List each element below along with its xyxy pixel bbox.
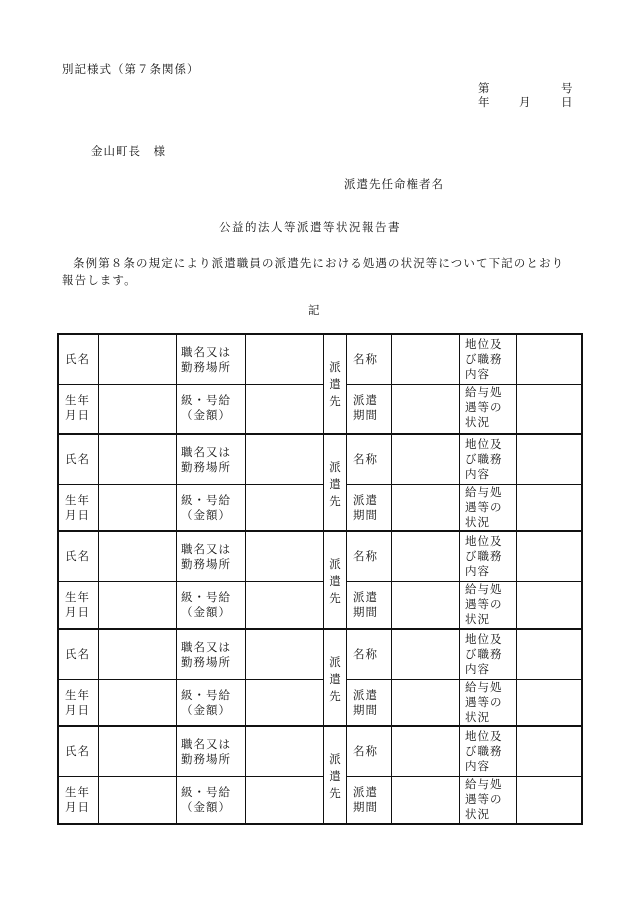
grade-label-line2: （金額）: [181, 800, 231, 815]
period-label-line1: 派遣: [353, 393, 378, 407]
org-name-value[interactable]: [394, 729, 456, 773]
name-label: 氏名: [65, 352, 90, 366]
birth-label-line2: 月日: [65, 408, 90, 422]
document-title: 公益的法人等派遣等状況報告書: [219, 220, 401, 234]
grade-label-line2: （金額）: [181, 702, 231, 717]
treatment-label-line3: 状況: [465, 514, 490, 529]
grade-label-line1: 級・号給: [181, 687, 231, 702]
date-month-label: 月: [519, 95, 531, 109]
job-value[interactable]: [248, 729, 320, 773]
treatment-value[interactable]: [519, 487, 579, 531]
period-value[interactable]: [394, 487, 456, 531]
org-name-label: 名称: [353, 549, 378, 564]
period-value[interactable]: [394, 584, 456, 628]
name-label: 氏名: [65, 646, 90, 661]
dest-label-2: 遣: [329, 671, 341, 686]
birth-label-line2: 月日: [65, 702, 90, 717]
treatment-value[interactable]: [519, 387, 579, 431]
period-value[interactable]: [394, 779, 456, 823]
birth-value[interactable]: [101, 387, 173, 431]
dest-label-2: 遣: [329, 377, 341, 391]
name-value[interactable]: [101, 632, 173, 676]
sender-name-label: 派遣先任命権者名: [344, 177, 444, 191]
position-value[interactable]: [519, 729, 579, 773]
dest-label-1: 派: [329, 557, 341, 572]
dest-label-1: 派: [329, 654, 341, 669]
dest-label-3: 先: [329, 688, 341, 703]
job-value[interactable]: [248, 337, 320, 381]
grade-value[interactable]: [248, 487, 320, 531]
org-name-label: 名称: [353, 352, 378, 366]
name-value[interactable]: [101, 729, 173, 773]
birth-label-line1: 生年: [65, 393, 90, 407]
position-label-line3: 内容: [465, 564, 490, 579]
period-label-line2: 期間: [353, 702, 378, 717]
position-label-line2: び職務: [465, 451, 503, 466]
position-value[interactable]: [519, 534, 579, 578]
birth-value[interactable]: [101, 584, 173, 628]
dest-label-2: 遣: [329, 769, 341, 784]
job-label-line2: 勤務場所: [181, 654, 231, 669]
position-value[interactable]: [519, 337, 579, 381]
dest-label-2: 遣: [329, 574, 341, 589]
dest-label-1: 派: [329, 360, 341, 374]
dest-label-3: 先: [329, 591, 341, 606]
birth-label-line1: 生年: [65, 687, 90, 702]
org-name-value[interactable]: [394, 534, 456, 578]
period-label-line1: 派遣: [353, 590, 378, 605]
treatment-label-line2: 遇等の: [465, 597, 503, 612]
grade-label-line1: 級・号給: [181, 590, 231, 605]
treatment-label-line3: 状況: [465, 415, 490, 429]
report-record: [59, 628, 581, 726]
treatment-label-line2: 遇等の: [465, 499, 503, 514]
treatment-label-line2: 遇等の: [465, 792, 503, 807]
position-label-line1: 地位及: [465, 729, 503, 744]
grade-label-line1: 級・号給: [181, 393, 231, 407]
report-table: [57, 333, 583, 825]
position-label-line2: び職務: [465, 744, 503, 759]
name-label: 氏名: [65, 744, 90, 759]
position-label-line3: 内容: [465, 367, 490, 381]
treatment-value[interactable]: [519, 682, 579, 726]
body-text: 条例第８条の規定により派遣職員の派遣先における処遇の状況等について下記のとおり報告します。: [62, 256, 565, 287]
treatment-label-line2: 遇等の: [465, 400, 503, 414]
job-label-line1: 職名又は: [181, 444, 231, 459]
position-label-line1: 地位及: [465, 337, 503, 351]
position-label-line2: び職務: [465, 352, 503, 366]
treatment-value[interactable]: [519, 584, 579, 628]
treatment-label-line2: 遇等の: [465, 694, 503, 709]
birth-label-line1: 生年: [65, 590, 90, 605]
job-label-line1: 職名又は: [181, 542, 231, 557]
treatment-label-line3: 状況: [465, 807, 490, 822]
position-label-line2: び職務: [465, 549, 503, 564]
grade-value[interactable]: [248, 682, 320, 726]
dest-label-1: 派: [329, 459, 341, 474]
report-record: [59, 725, 581, 823]
addressee: 金山町長 様: [91, 144, 166, 158]
grade-value[interactable]: [248, 387, 320, 431]
position-label-line3: 内容: [465, 466, 490, 481]
period-value[interactable]: [394, 387, 456, 431]
treatment-label-line1: 給与処: [465, 385, 503, 399]
treatment-label-line3: 状況: [465, 709, 490, 724]
birth-value[interactable]: [101, 487, 173, 531]
birth-label-line1: 生年: [65, 785, 90, 800]
date-year-label: 年: [478, 95, 490, 109]
treatment-label-line1: 給与処: [465, 582, 503, 597]
grade-label-line2: （金額）: [181, 408, 231, 422]
document-number-label: 第: [478, 81, 490, 95]
period-label-line2: 期間: [353, 800, 378, 815]
period-label-line2: 期間: [353, 408, 378, 422]
job-label-line2: 勤務場所: [181, 360, 231, 374]
period-label-line2: 期間: [353, 507, 378, 522]
report-record: [59, 335, 581, 433]
job-label-line2: 勤務場所: [181, 557, 231, 572]
grade-label-line2: （金額）: [181, 507, 231, 522]
dest-label-2: 遣: [329, 476, 341, 491]
position-label-line1: 地位及: [465, 534, 503, 549]
name-value[interactable]: [101, 437, 173, 481]
position-label-line3: 内容: [465, 759, 490, 774]
org-name-value[interactable]: [394, 437, 456, 481]
org-name-label: 名称: [353, 646, 378, 661]
position-label-line2: び職務: [465, 646, 503, 661]
birth-label-line2: 月日: [65, 507, 90, 522]
name-value[interactable]: [101, 337, 173, 381]
job-label-line2: 勤務場所: [181, 459, 231, 474]
dest-label-3: 先: [329, 493, 341, 508]
treatment-label-line1: 給与処: [465, 484, 503, 499]
position-value[interactable]: [519, 437, 579, 481]
org-name-value[interactable]: [394, 632, 456, 676]
grade-label-line1: 級・号給: [181, 492, 231, 507]
treatment-label-line1: 給与処: [465, 679, 503, 694]
dest-label-3: 先: [329, 394, 341, 408]
birth-label-line2: 月日: [65, 800, 90, 815]
job-label-line2: 勤務場所: [181, 752, 231, 767]
birth-value[interactable]: [101, 682, 173, 726]
position-value[interactable]: [519, 632, 579, 676]
position-label-line3: 内容: [465, 661, 490, 676]
birth-label-line2: 月日: [65, 605, 90, 620]
org-name-label: 名称: [353, 744, 378, 759]
dest-label-3: 先: [329, 786, 341, 801]
period-label-line2: 期間: [353, 605, 378, 620]
treatment-value[interactable]: [519, 779, 579, 823]
form-label: 別記様式（第７条関係）: [62, 62, 200, 76]
org-name-label: 名称: [353, 451, 378, 466]
period-label-line1: 派遣: [353, 687, 378, 702]
name-label: 氏名: [65, 451, 90, 466]
job-value[interactable]: [248, 534, 320, 578]
position-label-line1: 地位及: [465, 436, 503, 451]
job-value[interactable]: [248, 437, 320, 481]
job-label-line1: 職名又は: [181, 737, 231, 752]
grade-label-line2: （金額）: [181, 605, 231, 620]
date-day-label: 日: [561, 95, 573, 109]
period-value[interactable]: [394, 682, 456, 726]
period-label-line1: 派遣: [353, 785, 378, 800]
birth-label-line1: 生年: [65, 492, 90, 507]
grade-label-line1: 級・号給: [181, 785, 231, 800]
document-number-suffix: 号: [561, 81, 573, 95]
treatment-label-line3: 状況: [465, 612, 490, 627]
org-name-value[interactable]: [394, 337, 456, 381]
period-label-line1: 派遣: [353, 492, 378, 507]
job-value[interactable]: [248, 632, 320, 676]
grade-value[interactable]: [248, 584, 320, 628]
report-record: [59, 530, 581, 628]
position-label-line1: 地位及: [465, 631, 503, 646]
job-label-line1: 職名又は: [181, 345, 231, 359]
job-label-line1: 職名又は: [181, 639, 231, 654]
birth-value[interactable]: [101, 779, 173, 823]
name-value[interactable]: [101, 534, 173, 578]
name-label: 氏名: [65, 549, 90, 564]
report-record: [59, 433, 581, 531]
treatment-label-line1: 給与処: [465, 777, 503, 792]
ki-heading: 記: [308, 303, 320, 317]
dest-label-1: 派: [329, 752, 341, 767]
grade-value[interactable]: [248, 779, 320, 823]
